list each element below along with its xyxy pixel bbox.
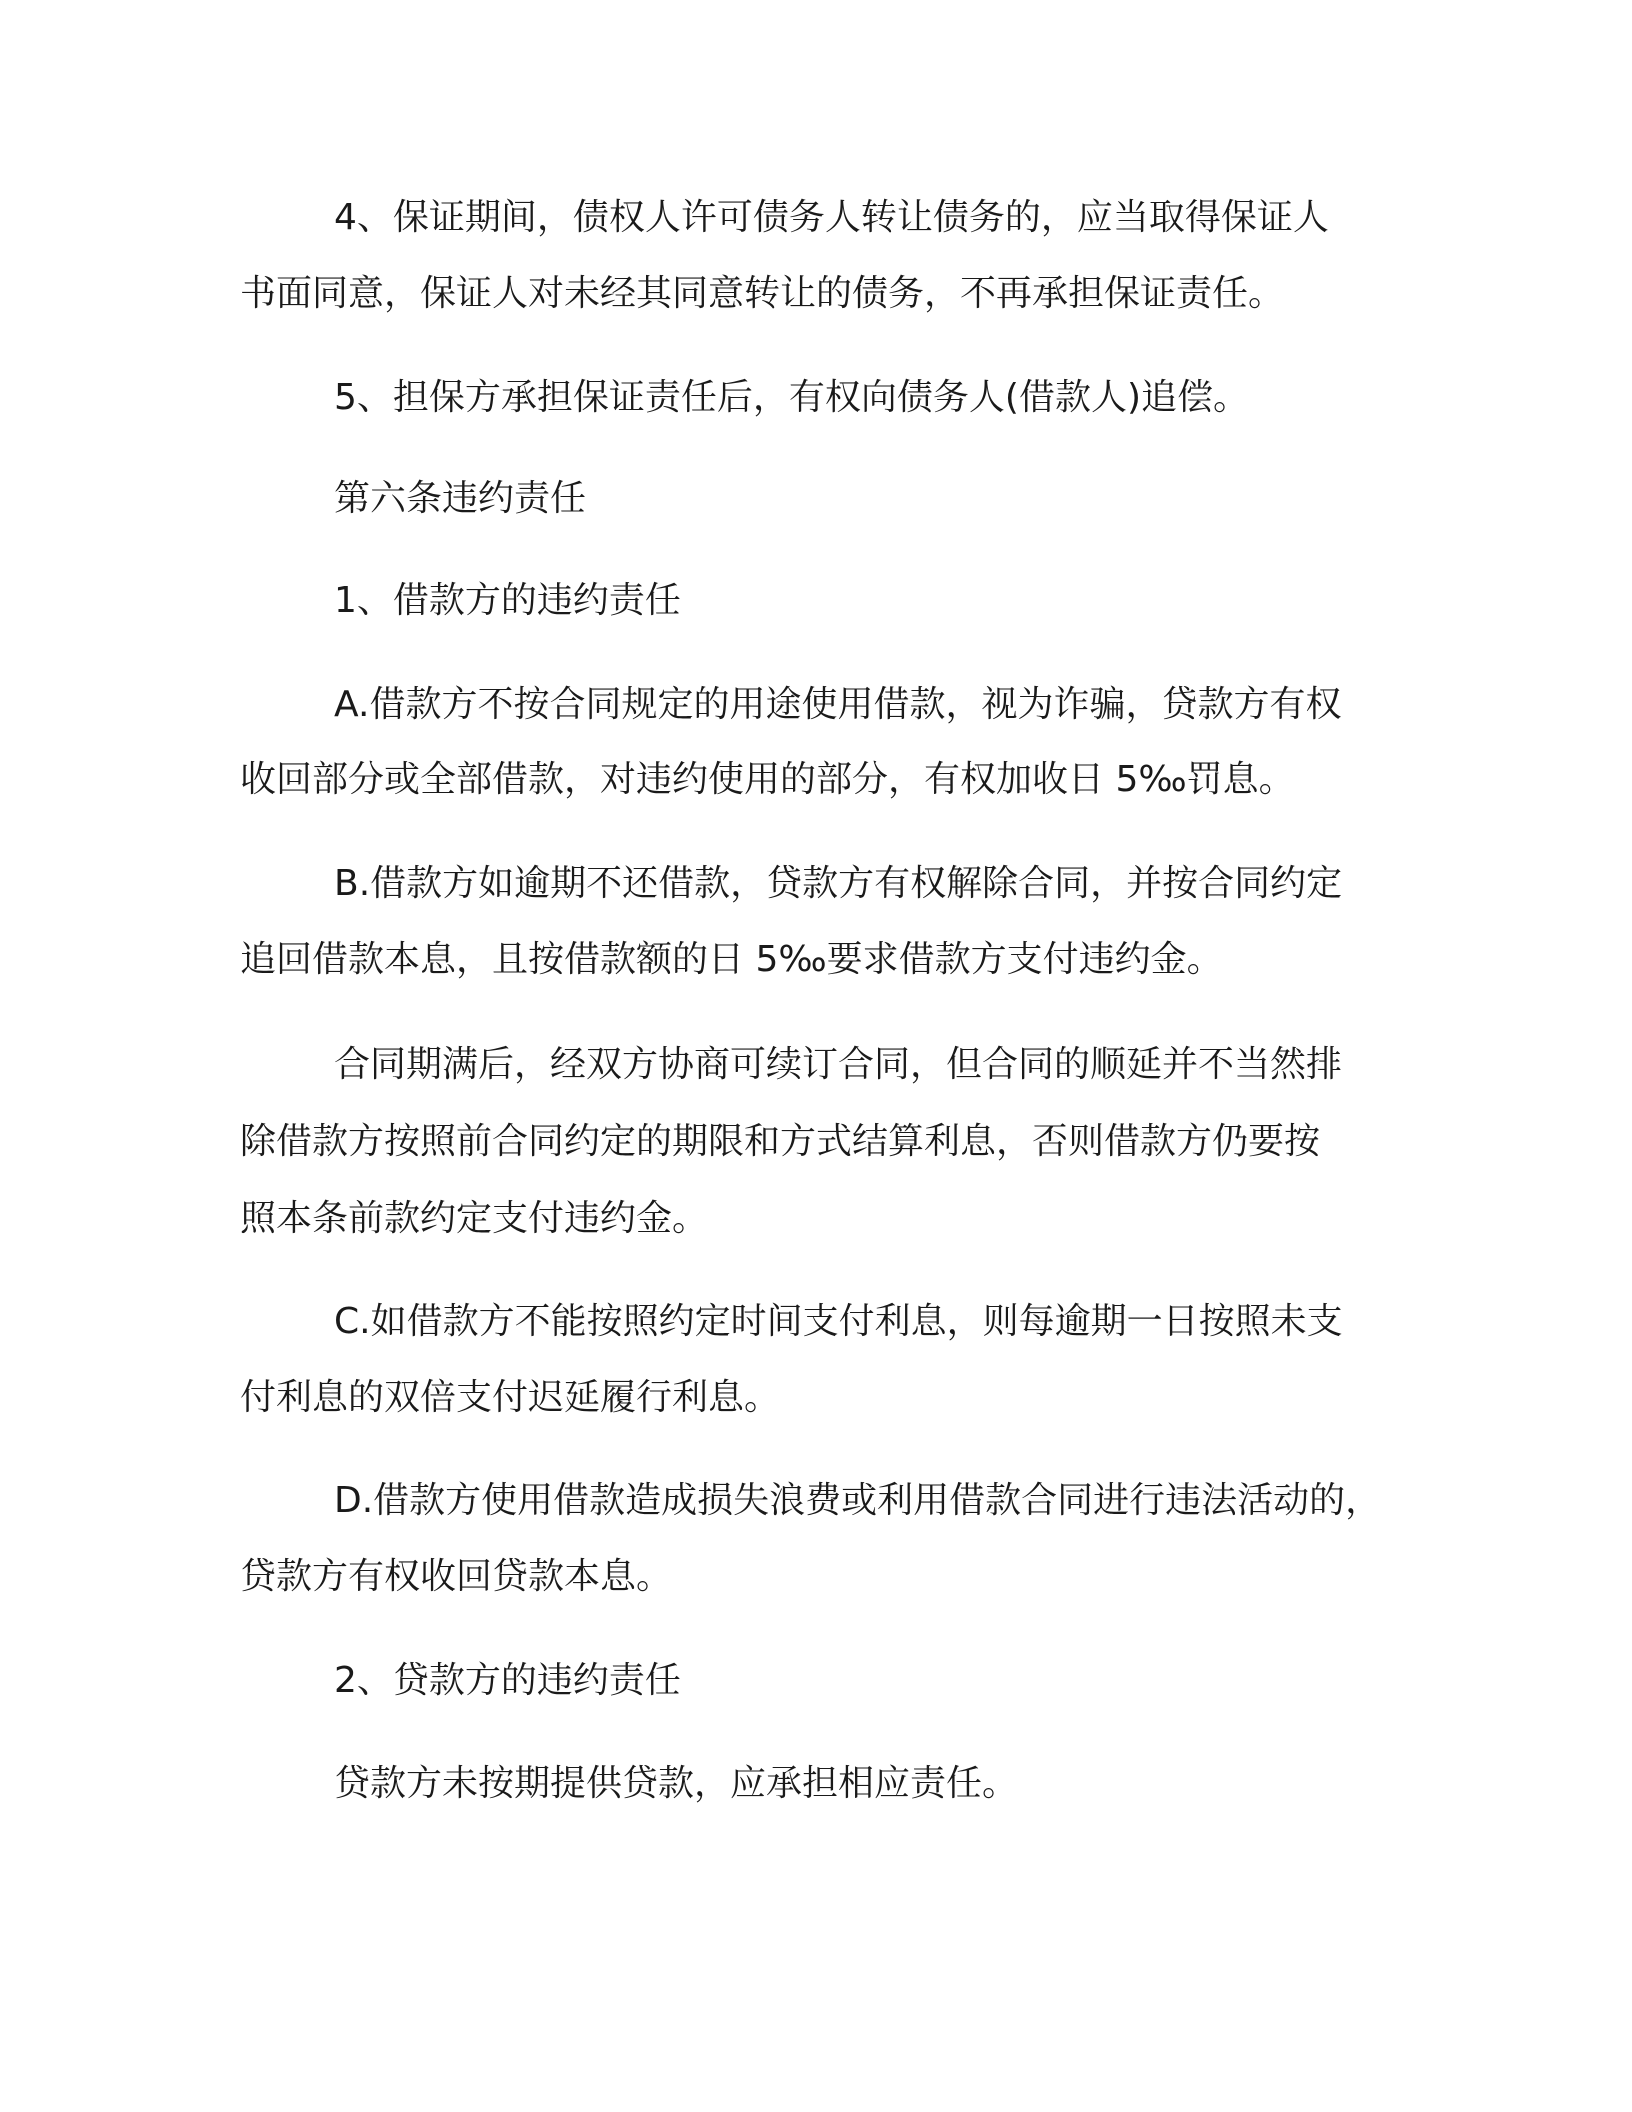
clause-4-line-1: 4、保证期间，债权人许可债务人转让债务的，应当取得保证人 — [334, 197, 1329, 238]
item-b-line-1: B.借款方如逾期不还借款，贷款方有权解除合同，并按合同约定 — [334, 863, 1343, 904]
item-a-line-2: 收回部分或全部借款，对违约使用的部分，有权加收日 5‰罚息。 — [240, 759, 1295, 800]
clause-4-line-2: 书面同意，保证人对未经其同意转让的债务，不再承担保证责任。 — [240, 273, 1285, 314]
item-c-line-1: C.如借款方不能按照约定时间支付利息，则每逾期一日按照未支 — [334, 1301, 1343, 1342]
item-d-line-2: 贷款方有权收回贷款本息。 — [240, 1556, 673, 1597]
item-d-line-1: D.借款方使用借款造成损失浪费或利用借款合同进行违法活动的， — [334, 1480, 1382, 1521]
section-1-heading: 1、借款方的违约责任 — [334, 580, 681, 621]
renewal-line-3: 照本条前款约定支付违约金。 — [240, 1198, 709, 1239]
item-b-line-2: 追回借款本息，且按借款额的日 5‰要求借款方支付违约金。 — [240, 939, 1223, 980]
renewal-line-2: 除借款方按照前合同约定的期限和方式结算利息，否则借款方仍要按 — [240, 1121, 1321, 1162]
item-c-line-2: 付利息的双倍支付迟延履行利息。 — [240, 1377, 781, 1418]
clause-5-line-1: 5、担保方承担保证责任后，有权向债务人(借款人)追偿。 — [334, 377, 1249, 418]
article-6-heading: 第六条违约责任 — [334, 478, 587, 519]
renewal-line-1: 合同期满后，经双方协商可续订合同，但合同的顺延并不当然排 — [334, 1044, 1343, 1085]
lender-liability-line-1: 贷款方未按期提供贷款，应承担相应责任。 — [334, 1763, 1019, 1804]
section-2-heading: 2、贷款方的违约责任 — [334, 1660, 681, 1701]
item-a-line-1: A.借款方不按合同规定的用途使用借款，视为诈骗，贷款方有权 — [334, 684, 1342, 725]
